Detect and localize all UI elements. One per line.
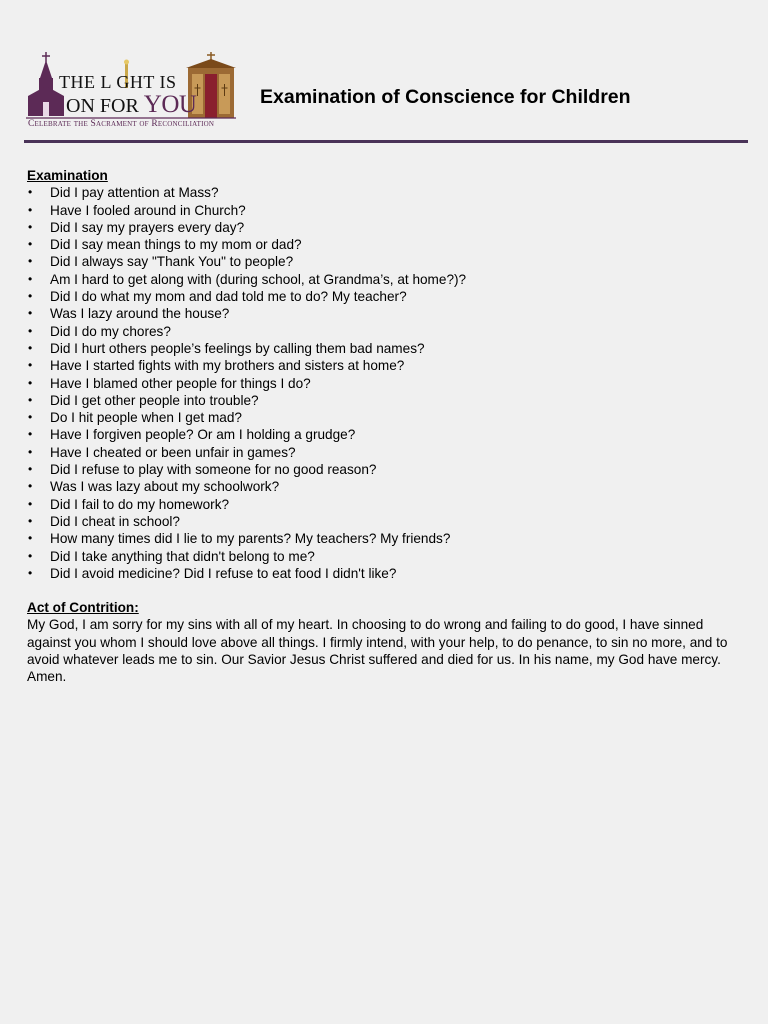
- bullet-icon: •: [28, 289, 33, 304]
- logo-line-2: [66, 91, 196, 119]
- bullet-icon: •: [28, 444, 33, 459]
- bullet-icon: •: [28, 531, 33, 546]
- bullet-icon: •: [28, 219, 33, 234]
- list-item-text: Am I hard to get along with (during school, at Grandma’s, at home?)?: [50, 271, 467, 287]
- bullet-icon: •: [28, 323, 33, 338]
- bullet-icon: •: [28, 358, 33, 373]
- logo-tagline: Celebrate the Sacrament of Reconciliation: [28, 119, 215, 129]
- list-item-text: Have I blamed other people for things I do?: [50, 375, 311, 391]
- bullet-icon: •: [28, 254, 33, 269]
- bullet-icon: •: [28, 375, 33, 390]
- list-item: [27, 375, 745, 392]
- list-item-text: Did I fail to do my homework?: [50, 496, 230, 512]
- bullet-icon: •: [28, 306, 33, 321]
- list-item-text: Did I pay attention at Mass?: [50, 185, 219, 201]
- list-item-text: Did I hurt others people’s feelings by calling them bad names?: [50, 340, 425, 356]
- list-item-text: Did I say mean things to my mom or dad?: [50, 237, 302, 253]
- list-item: [27, 478, 745, 495]
- list-item: [27, 461, 745, 478]
- list-item: [27, 565, 745, 582]
- list-item-text: Was I was lazy about my schoolwork?: [50, 479, 280, 495]
- header-divider: [24, 140, 748, 143]
- list-item-text: Did I do what my mom and dad told me to do? My teacher?: [50, 289, 407, 305]
- bullet-icon: •: [28, 340, 33, 355]
- list-item: [27, 409, 745, 426]
- list-item-text: Did I say my prayers every day?: [50, 219, 245, 235]
- bullet-icon: •: [28, 202, 33, 217]
- logo-line-2-you: YOU: [143, 91, 197, 118]
- logo-line-2-on-for: ON FOR: [66, 95, 144, 117]
- list-item: [27, 202, 745, 219]
- list-item-text: Was I lazy around the house?: [50, 306, 230, 322]
- list-item-text: Did I cheat in school?: [50, 513, 180, 529]
- bullet-icon: •: [28, 565, 33, 580]
- bullet-icon: •: [28, 462, 33, 477]
- list-item: [27, 236, 745, 253]
- list-item: [27, 219, 745, 236]
- bullet-icon: •: [28, 410, 33, 425]
- bullet-icon: •: [28, 271, 33, 286]
- list-item: [27, 513, 745, 530]
- list-item: [27, 357, 745, 374]
- list-item: [27, 548, 745, 565]
- contrition-prayer: My God, I am sorry for my sins with all of my heart. In choosing to do wrong and failing to do good, I have sinned against you whom I should love above all things. I firmly intend, with your help, to do penance, to sin no more, and to avoid whatever leads me to sin. Our Savior Jesus Christ suffered and died for us. In his name, my God have mercy. Amen.: [27, 617, 728, 685]
- logo-line-1: THE L GHT IS: [59, 72, 177, 92]
- document-body: [27, 167, 745, 686]
- bullet-icon: •: [28, 185, 33, 200]
- list-item: [27, 323, 745, 340]
- list-item-text: Did I get other people into trouble?: [50, 392, 259, 408]
- list-item-text: Have I started fights with my brothers and sisters at home?: [50, 358, 405, 374]
- list-item: [27, 340, 745, 357]
- list-item: [27, 444, 745, 461]
- list-item-text: Did I do my chores?: [50, 323, 171, 339]
- bullet-icon: •: [28, 427, 33, 442]
- list-item-text: Have I cheated or been unfair in games?: [50, 444, 296, 460]
- light-is-on-for-you-logo: [26, 52, 236, 134]
- list-item: [27, 288, 745, 305]
- bullet-icon: •: [28, 548, 33, 563]
- list-item: [27, 253, 745, 270]
- list-item-text: Did I avoid medicine? Did I refuse to eat food I didn't like?: [50, 565, 397, 581]
- list-item-text: Did I always say "Thank You" to people?: [50, 254, 294, 270]
- list-item: [27, 496, 745, 513]
- list-item-text: Did I take anything that didn't belong to me?: [50, 548, 315, 564]
- list-item: [27, 392, 745, 409]
- list-item: [27, 305, 745, 322]
- list-item-text: Have I fooled around in Church?: [50, 202, 246, 218]
- page-title: Examination of Conscience for Children: [260, 86, 631, 108]
- list-item-text: Did I refuse to play with someone for no good reason?: [50, 462, 377, 478]
- list-item: [27, 184, 745, 201]
- list-item-text: How many times did I lie to my parents? My teachers? My friends?: [50, 531, 451, 547]
- list-item: [27, 530, 745, 547]
- list-item-text: Have I forgiven people? Or am I holding a grudge?: [50, 427, 356, 443]
- bullet-icon: •: [28, 513, 33, 528]
- list-item: [27, 426, 745, 443]
- bullet-icon: •: [28, 237, 33, 252]
- examination-list: [27, 184, 745, 582]
- bullet-icon: •: [28, 479, 33, 494]
- contrition-heading: Act of Contrition:: [27, 600, 139, 616]
- bullet-icon: •: [28, 496, 33, 511]
- bullet-icon: •: [28, 392, 33, 407]
- examination-heading: Examination: [27, 168, 108, 183]
- list-item: [27, 271, 745, 288]
- list-item-text: Do I hit people when I get mad?: [50, 410, 242, 426]
- page-header: [0, 0, 768, 145]
